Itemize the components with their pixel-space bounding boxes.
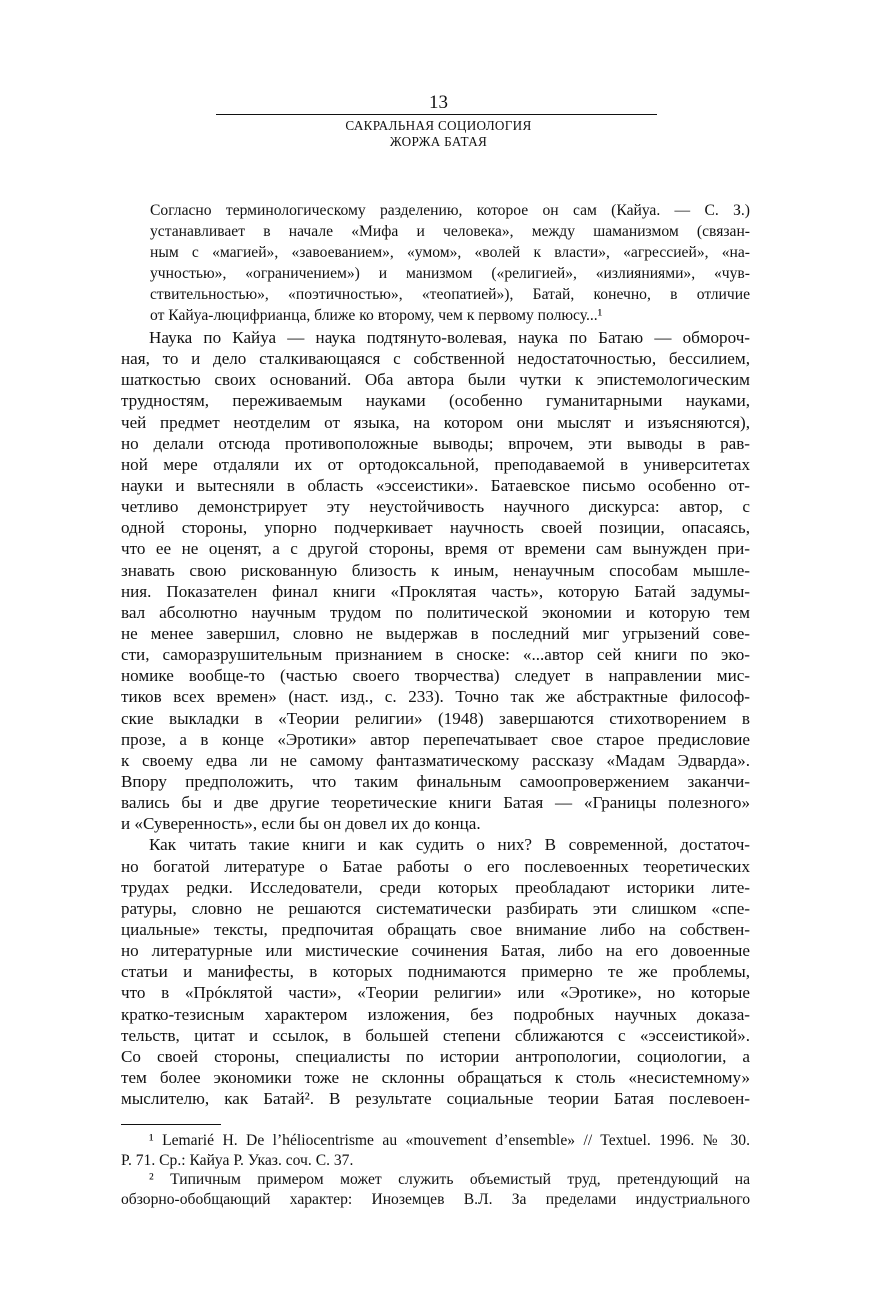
paragraph-2-line: циальные» тексты, предпочитая обращать свое внимание либо на собствен- bbox=[121, 919, 750, 939]
paragraph-2-line: но литературные или мистические сочинения Батая, либо на его довоенные bbox=[121, 941, 750, 961]
footnote-2-line: ² Типичным примером может служить объемистый труд, претендующий на bbox=[149, 1171, 750, 1188]
body-text bbox=[121, 327, 750, 1109]
paragraph-1-line: одной стороны, упорно подчеркивает научность своей позиции, опасаясь, bbox=[121, 518, 750, 538]
paragraph-1-line: четливо демонстрирует эту неустойчивость научного дискурса: автор, с bbox=[121, 497, 750, 517]
paragraph-1-line: к своему едва ли не самому фантазматическому рассказу «Мадам Эдварда». bbox=[121, 750, 750, 770]
paragraph-1-line: трудностям, переживаемым науками (особенно гуманитарными науками, bbox=[121, 391, 750, 411]
quote-line: устанавливает в начале «Мифа и человека», между шаманизмом (связан- bbox=[150, 223, 750, 241]
paragraph-1-line: прозе, а в конце «Эротики» автор перепечатывает свое старое предисловие bbox=[121, 729, 750, 749]
paragraph-1-line: ная, то и дело сталкивающаяся с собственной недостаточностью, бессилием, bbox=[121, 349, 750, 369]
footnote-1-line: P. 71. Ср.: Кайуа Р. Указ. соч. С. 37. bbox=[121, 1151, 354, 1169]
paragraph-1-line: вал абсолютно научным трудом по политической экономии и которую тем bbox=[121, 602, 750, 622]
paragraph-1-line: науки и вытесняли в область «эссеистики». Батаевское письмо особенно от- bbox=[121, 475, 750, 495]
quote-line: Согласно терминологическому разделению, которое он сам (Кайуа. — С. З.) bbox=[150, 202, 750, 219]
paragraph-1-line: номике вообще-то (частью своего творчества) следует в направлении мис- bbox=[121, 666, 750, 686]
paragraph-1-line: не менее завершил, словно не выдержав в последний миг угрызений сове- bbox=[121, 623, 750, 643]
footnotes bbox=[121, 1131, 750, 1209]
paragraph-2-line: Как читать такие книги и как судить о них? В современной, достаточ- bbox=[149, 835, 750, 855]
block-quote bbox=[150, 200, 750, 327]
paragraph-1-line: Впору предположить, что таким финальным самоопровержением заканчи- bbox=[121, 771, 750, 791]
page-number: 13 bbox=[429, 92, 448, 113]
paragraph-1-line: что ее не оценят, а с другой стороны, время от времени сам вынужден при- bbox=[121, 539, 750, 559]
footnote-rule bbox=[121, 1124, 221, 1125]
paragraph-1-line: ские выкладки в «Теории религии» (1948) завершаются стихотворением в bbox=[121, 708, 750, 728]
paragraph-1-line: и «Суверенность», если бы он довел их до конца. bbox=[121, 814, 481, 834]
quote-line: ствительностью», «поэтичностью», «теопатией»), Батай, конечно, в отличие bbox=[150, 286, 750, 304]
paragraph-1-line: но делали отсюда противоположные выводы; впрочем, эти выводы в рав- bbox=[121, 433, 750, 453]
footnote-1-line: ¹ Lemarié H. De l’héliocentrisme au «mouvement d’ensemble» // Textuel. 1996. № 30. bbox=[149, 1132, 750, 1149]
paragraph-1-line: чей предмет неотделим от языка, на котором они мыслят и изъясняются), bbox=[121, 412, 750, 432]
paragraph-2-line: мыслителю, как Батай². В результате социальные теории Батая послевоен- bbox=[121, 1089, 750, 1109]
footnote-2-line: обзорно-обобщающий характер: Иноземцев В.Л. За пределами индустриального bbox=[121, 1190, 750, 1208]
paragraph-2-line: тельств, цитат и ссылок, в большей степени сближаются с «эссеистикой». bbox=[121, 1025, 750, 1045]
paragraph-2-line: Со своей стороны, специалисты по истории антропологии, социологии, а bbox=[121, 1046, 750, 1066]
paragraph-1-line: сти, саморазрушительным признанием в сноске: «...автор сей книги по эко- bbox=[121, 645, 750, 665]
paragraph-2-line: но богатой литературе о Батае работы о его послевоенных теоретических bbox=[121, 856, 750, 876]
paragraph-1-line: ния. Показателен финал книги «Проклятая часть», которую Батай задумы- bbox=[121, 581, 750, 601]
paragraph-2-line: тем более экономики тоже не склонны обращаться к столь «несистемному» bbox=[121, 1067, 750, 1087]
paragraph-2-line: трудах редки. Исследователи, среди которых преобладают историки лите- bbox=[121, 877, 750, 897]
paragraph-2-line: кратко-тезисным характером изложения, без подробных научных доказа- bbox=[121, 1004, 750, 1024]
running-title-line-1: САКРАЛЬНАЯ СОЦИОЛОГИЯ bbox=[345, 118, 532, 133]
paragraph-2-line: статьи и манифесты, в которых поднимаются примерно те же проблемы, bbox=[121, 962, 750, 982]
paragraph-1-line: Наука по Кайуа — наука подтянуто-волевая, наука по Батаю — обмороч- bbox=[149, 328, 750, 347]
running-title-line-2: ЖОРЖА БАТАЯ bbox=[389, 134, 488, 149]
paragraph-1-line: шаткостью своих оснований. Оба автора были чутки к эпистемологическим bbox=[121, 370, 750, 390]
paragraph-2-line: ратуры, словно не решаются систематически разбирать эти слишком «спе- bbox=[121, 898, 750, 918]
quote-line: ным с «магией», «завоеванием», «умом», «волей к власти», «агрессией», «на- bbox=[150, 244, 750, 262]
quote-line: учностью», «ограничением») и манизмом («религией», «излияниями», «чув- bbox=[150, 265, 750, 283]
paragraph-1-line: тиков всех времен» (наст. изд., с. 233). Точно так же абстрактные философ- bbox=[121, 687, 750, 707]
paragraph-2-line: что в «Прóклятой части», «Теории религии» или «Эротике», но которые bbox=[121, 983, 750, 1003]
paragraph-1-line: знавать свою рискованную близость к иным, ненаучным способам мышле- bbox=[121, 560, 750, 580]
paragraph-1-line: вались бы и две другие теоретические книги Батая — «Границы полезного» bbox=[121, 793, 750, 813]
paragraph-1-line: ной мере отдаляли их от ортодоксальной, преподаваемой в университетах bbox=[121, 454, 750, 474]
quote-line: от Кайуа-люцифрианца, ближе ко второму, чем к первому полюсу...¹ bbox=[150, 307, 603, 325]
header-rule bbox=[216, 114, 657, 115]
